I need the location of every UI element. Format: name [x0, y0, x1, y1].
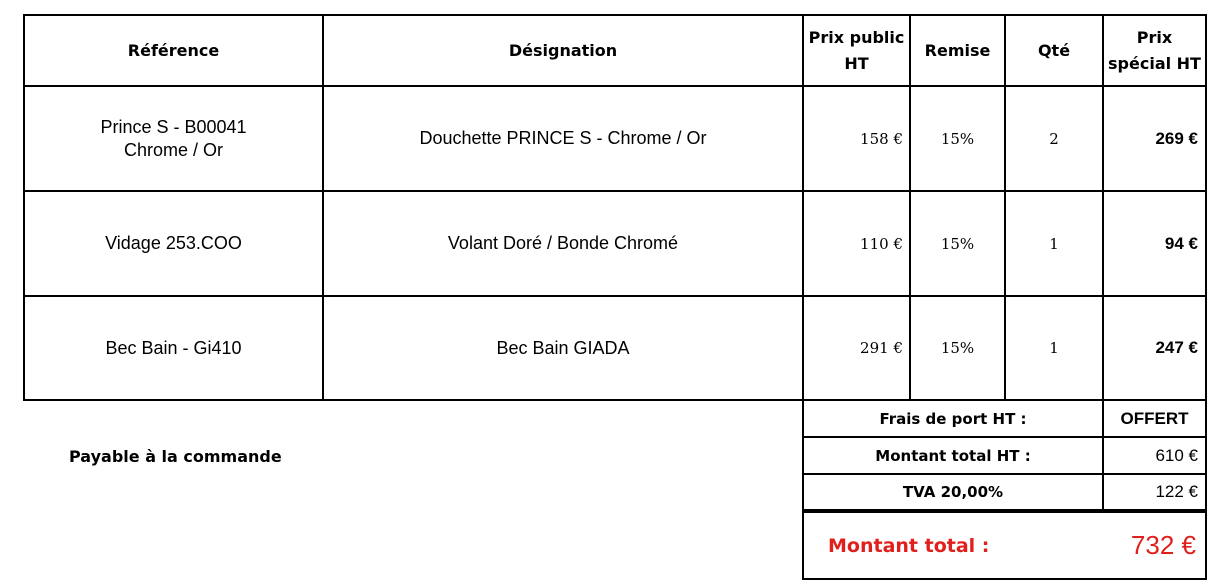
table-row-reference — [25, 192, 322, 295]
header-prix-special-line1: Prix — [1136, 27, 1173, 47]
total-ht-label: Montant total HT : — [875, 446, 1031, 465]
payment-note: Payable à la commande — [69, 446, 282, 466]
reference-line2: Chrome / Or — [123, 139, 224, 160]
table-row-prix-special: 247 € — [1155, 338, 1198, 357]
grand-total-value: 732 € — [1130, 530, 1196, 560]
table-row-qte: 1 — [1049, 234, 1059, 253]
table-row-qte: 2 — [1049, 129, 1059, 148]
table-row-designation: Volant Doré / Bonde Chromé — [447, 233, 679, 253]
header-prix-special — [1104, 16, 1205, 85]
shipping-label: Frais de port HT : — [879, 409, 1027, 428]
reference-line1: Prince S - B00041 — [100, 116, 247, 137]
total-ht-value: 610 € — [1155, 445, 1198, 465]
header-prix-public-line2: HT — [844, 53, 869, 73]
table-row-remise: 15% — [940, 234, 975, 253]
table-row-designation: Bec Bain GIADA — [496, 337, 630, 358]
table-row-prix-public: 110 € — [860, 234, 903, 253]
table-row-prix-public: 158 € — [860, 129, 903, 148]
table-row-prix-special: 269 € — [1155, 128, 1198, 148]
tva-value: 122 € — [1155, 482, 1198, 501]
table-row-qte: 1 — [1049, 339, 1059, 357]
table-row-prix-public: 291 € — [860, 339, 903, 357]
header-qte: Qté — [1037, 40, 1071, 60]
reference-line1: Vidage 253.COO — [105, 233, 242, 253]
header-reference: Référence — [127, 40, 220, 60]
summary-border-bottom — [802, 578, 1207, 580]
grand-total-label: Montant total : — [828, 534, 990, 557]
table-row-remise: 15% — [940, 339, 975, 357]
table-row-prix-special: 94 € — [1164, 233, 1198, 253]
header-prix-public — [804, 16, 909, 85]
table-border-right — [1205, 14, 1207, 580]
table-row-reference — [25, 297, 322, 399]
table-row-designation: Douchette PRINCE S - Chrome / Or — [419, 128, 707, 148]
header-designation: Désignation — [508, 40, 618, 60]
shipping-value: OFFERT — [1120, 408, 1189, 428]
header-prix-special-line2: spécial HT — [1108, 53, 1201, 73]
reference-line1: Bec Bain - Gi410 — [105, 337, 242, 358]
header-remise: Remise — [924, 40, 991, 60]
tva-label: TVA 20,00% — [902, 483, 1004, 501]
table-row-reference — [25, 87, 322, 190]
header-prix-public-line1: Prix public — [808, 27, 905, 47]
table-row-remise: 15% — [940, 129, 975, 148]
